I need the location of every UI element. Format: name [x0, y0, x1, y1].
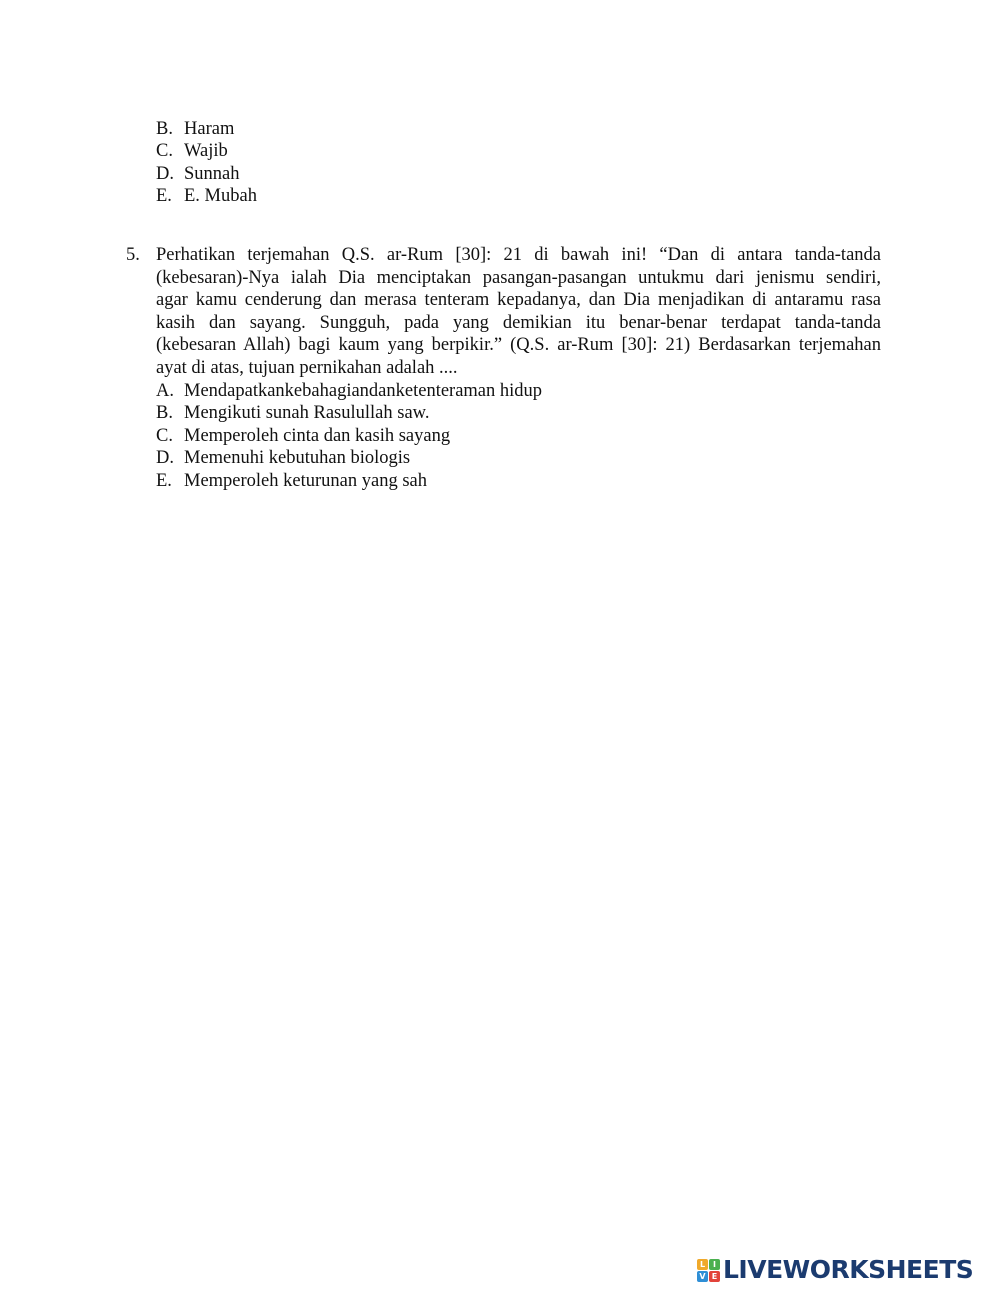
liveworksheets-logo[interactable]: [697, 1256, 973, 1284]
option-text: Memenuhi kebutuhan biologis: [184, 448, 411, 468]
option-text: E. Mubah: [184, 186, 257, 206]
option-letter: E.: [156, 186, 172, 206]
q5-option-c[interactable]: [156, 425, 450, 447]
prev-option-e[interactable]: [156, 185, 257, 207]
logo-block-i: I: [709, 1259, 720, 1270]
option-letter: E.: [156, 471, 172, 491]
option-letter: C.: [156, 426, 173, 446]
option-letter: C.: [156, 141, 173, 161]
option-text: Wajib: [184, 141, 228, 161]
option-text: Memperoleh keturunan yang sah: [184, 471, 427, 491]
option-text: Haram: [184, 119, 235, 139]
option-text: Mengikuti sunah Rasulullah saw.: [184, 403, 430, 423]
prev-option-b[interactable]: [156, 118, 234, 140]
q5-option-a[interactable]: [156, 380, 542, 402]
question-line: agar kamu cenderung dan merasa tenteram kepadanya, dan Dia menjadikan di antaramu rasa: [156, 290, 881, 311]
brand-name: LIVEWORKSHEETS: [723, 1255, 974, 1284]
logo-block-l: L: [697, 1259, 708, 1270]
q5-option-b[interactable]: [156, 402, 429, 424]
option-letter: A.: [156, 381, 174, 401]
option-text: Memperoleh cinta dan kasih sayang: [184, 426, 451, 446]
q5-option-e[interactable]: [156, 470, 427, 492]
option-letter: B.: [156, 403, 173, 423]
question-line: (kebesaran Allah) bagi kaum yang berpikir.” (Q.S. ar-Rum [30]: 21) Berdasarkan terjemahan: [156, 335, 881, 356]
question-line: Perhatikan terjemahan Q.S. ar-Rum [30]: 21 di bawah ini! “Dan di antara tanda-tanda: [156, 245, 881, 265]
live-blocks-icon: [697, 1259, 720, 1282]
prev-option-d[interactable]: [156, 163, 240, 185]
question-line: kasih dan sayang. Sungguh, pada yang demikian itu benar-benar terdapat tanda-tanda: [156, 312, 881, 333]
logo-block-v: V: [697, 1271, 708, 1282]
option-letter: B.: [156, 119, 173, 139]
q5-option-d[interactable]: [156, 447, 410, 469]
question-line: ayat di atas, tujuan pernikahan adalah ....: [156, 357, 458, 378]
option-letter: D.: [156, 164, 174, 184]
option-letter: D.: [156, 448, 174, 468]
logo-block-e: E: [709, 1271, 720, 1282]
question-text: [156, 244, 881, 380]
question-number: 5.: [126, 245, 140, 265]
option-text: Sunnah: [184, 164, 240, 184]
question-line: (kebesaran)-Nya ialah Dia menciptakan pasangan-pasangan untukmu dari jenismu sendiri,: [156, 267, 881, 288]
option-text: Mendapatkankebahagiandanketenteraman hidup: [184, 381, 543, 401]
prev-option-c[interactable]: [156, 140, 228, 162]
